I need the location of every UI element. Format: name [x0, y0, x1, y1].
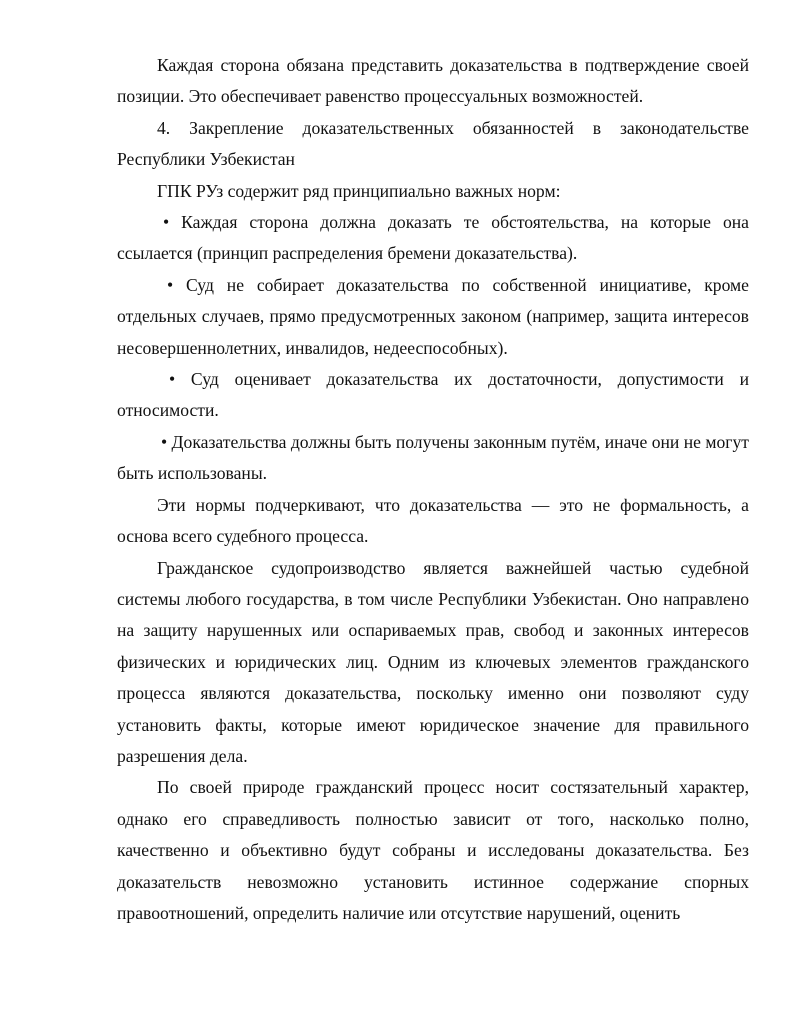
document-page	[117, 50, 749, 929]
paragraph-equality-of-parties: Каждая сторона обязана представить доказательства в подтверждение своей позиции. Это обеспечивает равенство процессуальных возможностей.	[117, 55, 749, 107]
paragraph-norms-summary: Эти нормы подчеркивают, что доказательства — это не формальность, а основа всего судебного процесса.	[117, 494, 749, 547]
section-heading-4: 4. Закрепление доказательственных обязанностей в законодательстве Республики Узбекистан	[117, 117, 749, 170]
paragraph-adversarial-nature: По своей природе гражданский процесс носит состязательный характер, однако его справедливость полностью зависит от того, насколько полно, качественно и объективно будут собраны и исследованы доказательства. Без доказательств невозможно установить истинное содержание спорных правоотношений, определить наличие или отсутствие нарушений, оценить	[117, 777, 749, 923]
bullet-item-court-initiative: • Суд не собирает доказательства по собственной инициативе, кроме отдельных случаев, прямо предусмотренных законом (например, защита интересов несовершеннолетних, инвалидов, недееспособных).	[117, 274, 749, 358]
paragraph-gpk-intro: ГПК РУз содержит ряд принципиально важных норм:	[157, 180, 561, 201]
bullet-item-lawful-evidence: • Доказательства должны быть получены законным путём, иначе они не могут быть использованы.	[117, 431, 749, 484]
bullet-item-burden-of-proof: • Каждая сторона должна доказать те обстоятельства, на которые она ссылается (принцип распределения бремени доказательства).	[117, 212, 749, 264]
paragraph-civil-procedure: Гражданское судопроизводство является важнейшей частью судебной системы любого государства, в том числе Республики Узбекистан. Оно направлено на защиту нарушенных или оспариваемых прав, свобод и законных интересов физических и юридических лиц. Одним из ключевых элементов гражданского процесса являются доказательства, поскольку именно они позволяют суду установить факты, которые имеют юридическое значение для правильного разрешения дела.	[117, 557, 749, 766]
bullet-item-court-evaluation: • Суд оценивает доказательства их достаточности, допустимости и относимости.	[117, 369, 749, 421]
